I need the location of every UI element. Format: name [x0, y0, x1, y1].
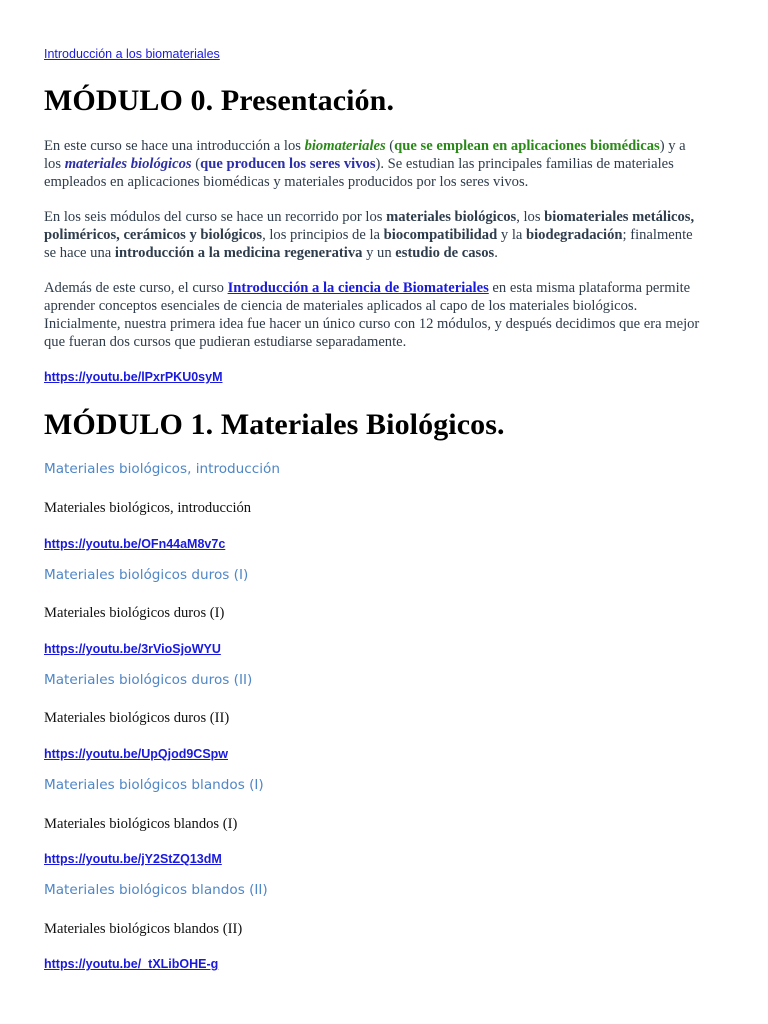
lesson-video-link[interactable]: https://youtu.be/jY2StZQ13dM — [44, 852, 222, 866]
lesson-subheading: Materiales biológicos blandos (II) — [44, 882, 268, 898]
text-segment: ) y a — [659, 138, 686, 154]
text-segment: En este curso se hace una introducción a los — [44, 138, 305, 154]
text-segment: ; finalmente — [622, 227, 693, 243]
text-segment: ( — [191, 156, 201, 172]
text-segment: , los — [516, 209, 545, 225]
lesson-title: Materiales biológicos, introducción — [44, 500, 252, 516]
living-beings-emphasis: que producen los seres vivos — [200, 156, 376, 172]
lesson-video-link[interactable]: https://youtu.be/OFn44aM8v7c — [44, 537, 226, 551]
lesson-title: Materiales biológicos blandos (I) — [44, 816, 238, 832]
lesson-subheading: Materiales biológicos duros (II) — [44, 672, 253, 688]
text-segment: En los seis módulos del curso se hace un recorrido por los — [44, 209, 387, 225]
lesson-subheading: Materiales biológicos duros (I) — [44, 567, 249, 583]
bold-term: biocompatibilidad — [383, 227, 498, 243]
bold-term: estudio de casos — [395, 245, 495, 261]
module-0-video-link[interactable]: https://youtu.be/lPxrPKU0syM — [44, 370, 223, 384]
text-segment: ). Se estudian las principales familias de materiales — [375, 156, 674, 172]
text-segment: Además de este curso, el curso — [44, 280, 228, 296]
text-segment: y un — [362, 245, 396, 261]
intro-paragraph-1 — [44, 137, 724, 191]
bold-term: materiales biológicos — [386, 209, 517, 225]
lesson-title: Materiales biológicos duros (I) — [44, 605, 225, 621]
intro-paragraph-3 — [44, 279, 724, 351]
text-segment: en esta misma plataforma permite — [488, 280, 691, 296]
bold-term: poliméricos, cerámicos y biológicos — [44, 227, 263, 243]
lesson-video-link[interactable]: https://youtu.be/_tXLibOHE-g — [44, 957, 219, 971]
text-segment: ( — [385, 138, 395, 154]
lesson-video-link[interactable]: https://youtu.be/UpQjod9CSpw — [44, 747, 229, 761]
text-line: empleados en aplicaciones biomédicas y materiales producidos por los seres vivos. — [44, 174, 529, 190]
text-line: aprender conceptos esenciales de ciencia de materiales aplicados al capo de los materiales biológicos. — [44, 298, 638, 314]
text-segment: , los principios de la — [262, 227, 384, 243]
bold-term: biomateriales metálicos, — [544, 209, 695, 225]
lesson-subheading: Materiales biológicos, introducción — [44, 461, 280, 477]
text-segment: . — [494, 245, 498, 261]
lesson-title: Materiales biológicos duros (II) — [44, 710, 230, 726]
lesson-subheading: Materiales biológicos blandos (I) — [44, 777, 264, 793]
lesson-video-link[interactable]: https://youtu.be/3rVioSjoWYU — [44, 642, 221, 656]
module-0-title: MÓDULO 0. Presentación. — [44, 84, 395, 117]
text-line: que fueran dos cursos que pudieran estudiarse separadamente. — [44, 334, 407, 350]
text-line: Inicialmente, nuestra primera idea fue hacer un único curso con 12 módulos, y después decidimos que era mejor — [44, 316, 700, 332]
text-segment: se hace una — [44, 245, 115, 261]
biomateriales-emphasis: biomateriales — [304, 138, 386, 154]
bold-term: introducción a la medicina regenerativa — [114, 245, 363, 261]
intro-paragraph-2 — [44, 208, 724, 262]
module-1-title: MÓDULO 1. Materiales Biológicos. — [44, 408, 505, 441]
lesson-title: Materiales biológicos blandos (II) — [44, 921, 243, 937]
text-segment: y la — [497, 227, 526, 243]
materiales-biologicos-emphasis: materiales biológicos — [64, 156, 192, 172]
bold-term: biodegradación — [526, 227, 623, 243]
course-link[interactable]: Introducción a los biomateriales — [44, 47, 220, 61]
biomaterials-science-course-link[interactable]: Introducción a la ciencia de Biomateriales — [227, 280, 489, 296]
text-segment: los — [44, 156, 65, 172]
applications-emphasis: que se emplean en aplicaciones biomédicas — [394, 138, 660, 154]
